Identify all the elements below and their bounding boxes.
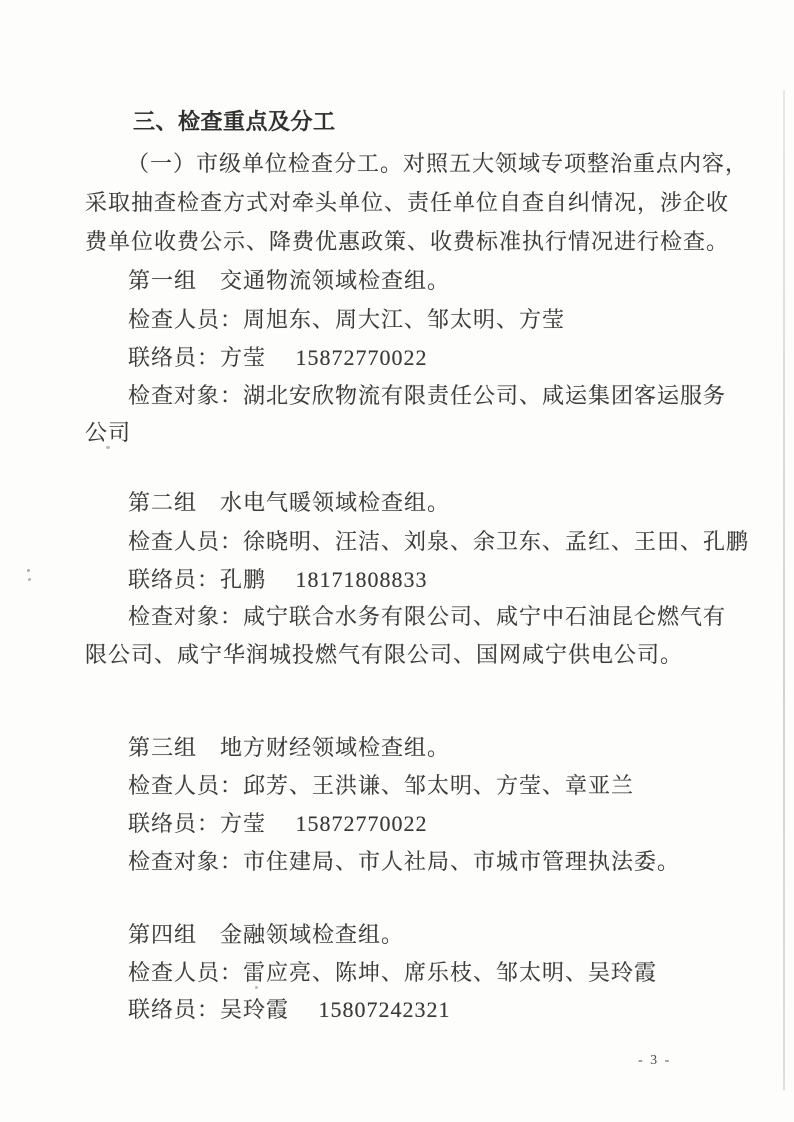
scan-speck <box>106 446 110 449</box>
intro-line-1: （一）市级单位检查分工。对照五大领域专项整治重点内容， <box>127 151 749 176</box>
group-4-title: 第四组 金融领域检查组。 <box>128 922 405 947</box>
page-number: - 3 - <box>638 1053 672 1068</box>
scan-speck <box>27 569 30 572</box>
group-1-title: 第一组 交通物流领域检查组。 <box>128 268 451 293</box>
group-4-inspectors: 检查人员：雷应亮、陈坤、席乐枝、邹太明、吴玲霞 <box>128 960 658 985</box>
group-1-liaison: 联络员：方莹 15872770022 <box>128 345 428 370</box>
scan-speck <box>255 986 258 989</box>
group-1-inspectors: 检查人员：周旭东、周大江、邹太明、方莹 <box>128 307 566 332</box>
intro-line-3: 费单位收费公示、降费优惠政策、收费标准执行情况进行检查。 <box>85 229 730 254</box>
group-3-inspectors: 检查人员：邱芳、王洪谦、邹太明、方莹、章亚兰 <box>128 773 635 798</box>
scan-edge-artifact <box>783 90 785 1090</box>
group-1-targets-line-2: 公司 <box>85 420 132 445</box>
section-heading: 三、检查重点及分工 <box>133 109 336 134</box>
group-2-title: 第二组 水电气暖领域检查组。 <box>128 490 451 515</box>
group-1-targets-line-1: 检查对象：湖北安欣物流有限责任公司、咸运集团客运服务 <box>128 383 727 408</box>
group-2-liaison: 联络员：孔鹏 18171808833 <box>128 567 428 592</box>
intro-line-2: 采取抽查检查方式对牵头单位、责任单位自查自纠情况，涉企收 <box>85 190 730 215</box>
group-2-inspectors: 检查人员：徐晓明、汪洁、刘泉、余卫东、孟红、王田、孔鹏 <box>128 529 750 554</box>
group-4-liaison: 联络员：吴玲霞 15807242321 <box>128 997 451 1022</box>
group-2-targets-line-2: 限公司、咸宁华润城投燃气有限公司、国网咸宁供电公司。 <box>85 642 684 667</box>
group-3-title: 第三组 地方财经领域检查组。 <box>128 735 451 760</box>
group-3-liaison: 联络员：方莹 15872770022 <box>128 811 428 836</box>
group-2-targets-line-1: 检查对象：咸宁联合水务有限公司、咸宁中石油昆仑燃气有 <box>128 604 727 629</box>
group-3-targets-line-1: 检查对象：市住建局、市人社局、市城市管理执法委。 <box>128 849 681 874</box>
